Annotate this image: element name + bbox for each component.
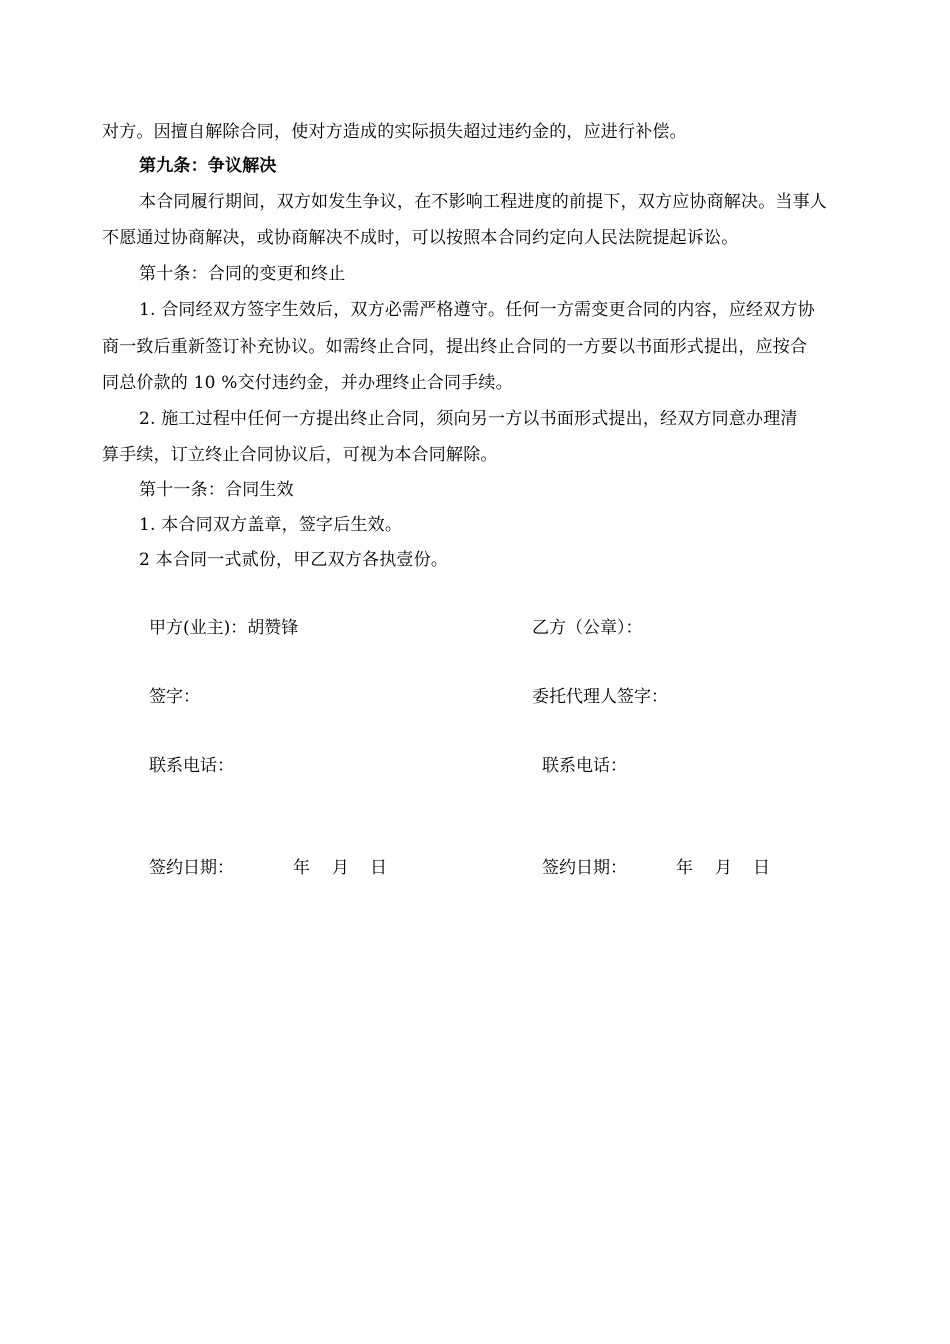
party-a-date-month: 月 bbox=[332, 858, 349, 878]
article10-clause1-line2: 商一致后重新签订补充协议。如需终止合同，提出终止合同的一方要以书面形式提出，应按合 bbox=[102, 337, 808, 357]
article8-continuation: 对方。因擅自解除合同，使对方造成的实际损失超过违约金的，应进行补偿。 bbox=[102, 122, 687, 142]
article9-title: 第九条：争议解决 bbox=[139, 156, 277, 176]
party-a-label: 甲方(业主)：胡赞锋 bbox=[149, 618, 299, 638]
article11-item1: 1. 本合同双方盖章，签字后生效。 bbox=[139, 515, 403, 535]
party-b-date-day: 日 bbox=[753, 858, 770, 878]
party-b-phone-label: 联系电话： bbox=[542, 756, 627, 776]
article9-text-line2: 不愿通过协商解决，或协商解决不成时，可以按照本合同约定向人民法院提起诉讼。 bbox=[102, 228, 739, 248]
party-b-date-label: 签约日期： bbox=[542, 858, 627, 878]
party-b-agent-signature-label: 委托代理人签字： bbox=[532, 687, 668, 707]
party-a-date-label: 签约日期： bbox=[149, 858, 234, 878]
article10-clause2-line1: 2. 施工过程中任何一方提出终止合同，须向另一方以书面形式提出，经双方同意办理清 bbox=[139, 409, 798, 429]
article10-title: 第十条：合同的变更和终止 bbox=[139, 264, 346, 284]
party-b-label: 乙方（公章）： bbox=[532, 618, 643, 638]
article9-text-line1: 本合同履行期间，双方如发生争议，在不影响工程进度的前提下，双方应协商解决。当事人 bbox=[139, 192, 827, 212]
party-a-phone-label: 联系电话： bbox=[149, 756, 234, 776]
party-a-date-year: 年 bbox=[293, 858, 310, 878]
article10-clause2-line2: 算手续，订立终止合同协议后，可视为本合同解除。 bbox=[102, 445, 498, 465]
party-a-date-day: 日 bbox=[370, 858, 387, 878]
article11-title: 第十一条：合同生效 bbox=[139, 480, 294, 500]
article10-clause1-line3: 同总价款的 10 %交付违约金，并办理终止合同手续。 bbox=[102, 373, 513, 393]
party-b-date-year: 年 bbox=[676, 858, 693, 878]
article10-clause1-line1: 1. 合同经双方签字生效后，双方必需严格遵守。任何一方需变更合同的内容，应经双方协 bbox=[139, 300, 815, 320]
party-a-signature-label: 签字： bbox=[149, 687, 200, 707]
party-b-date-month: 月 bbox=[715, 858, 732, 878]
article11-item2: 2 本合同一式贰份，甲乙双方各执壹份。 bbox=[139, 550, 449, 570]
